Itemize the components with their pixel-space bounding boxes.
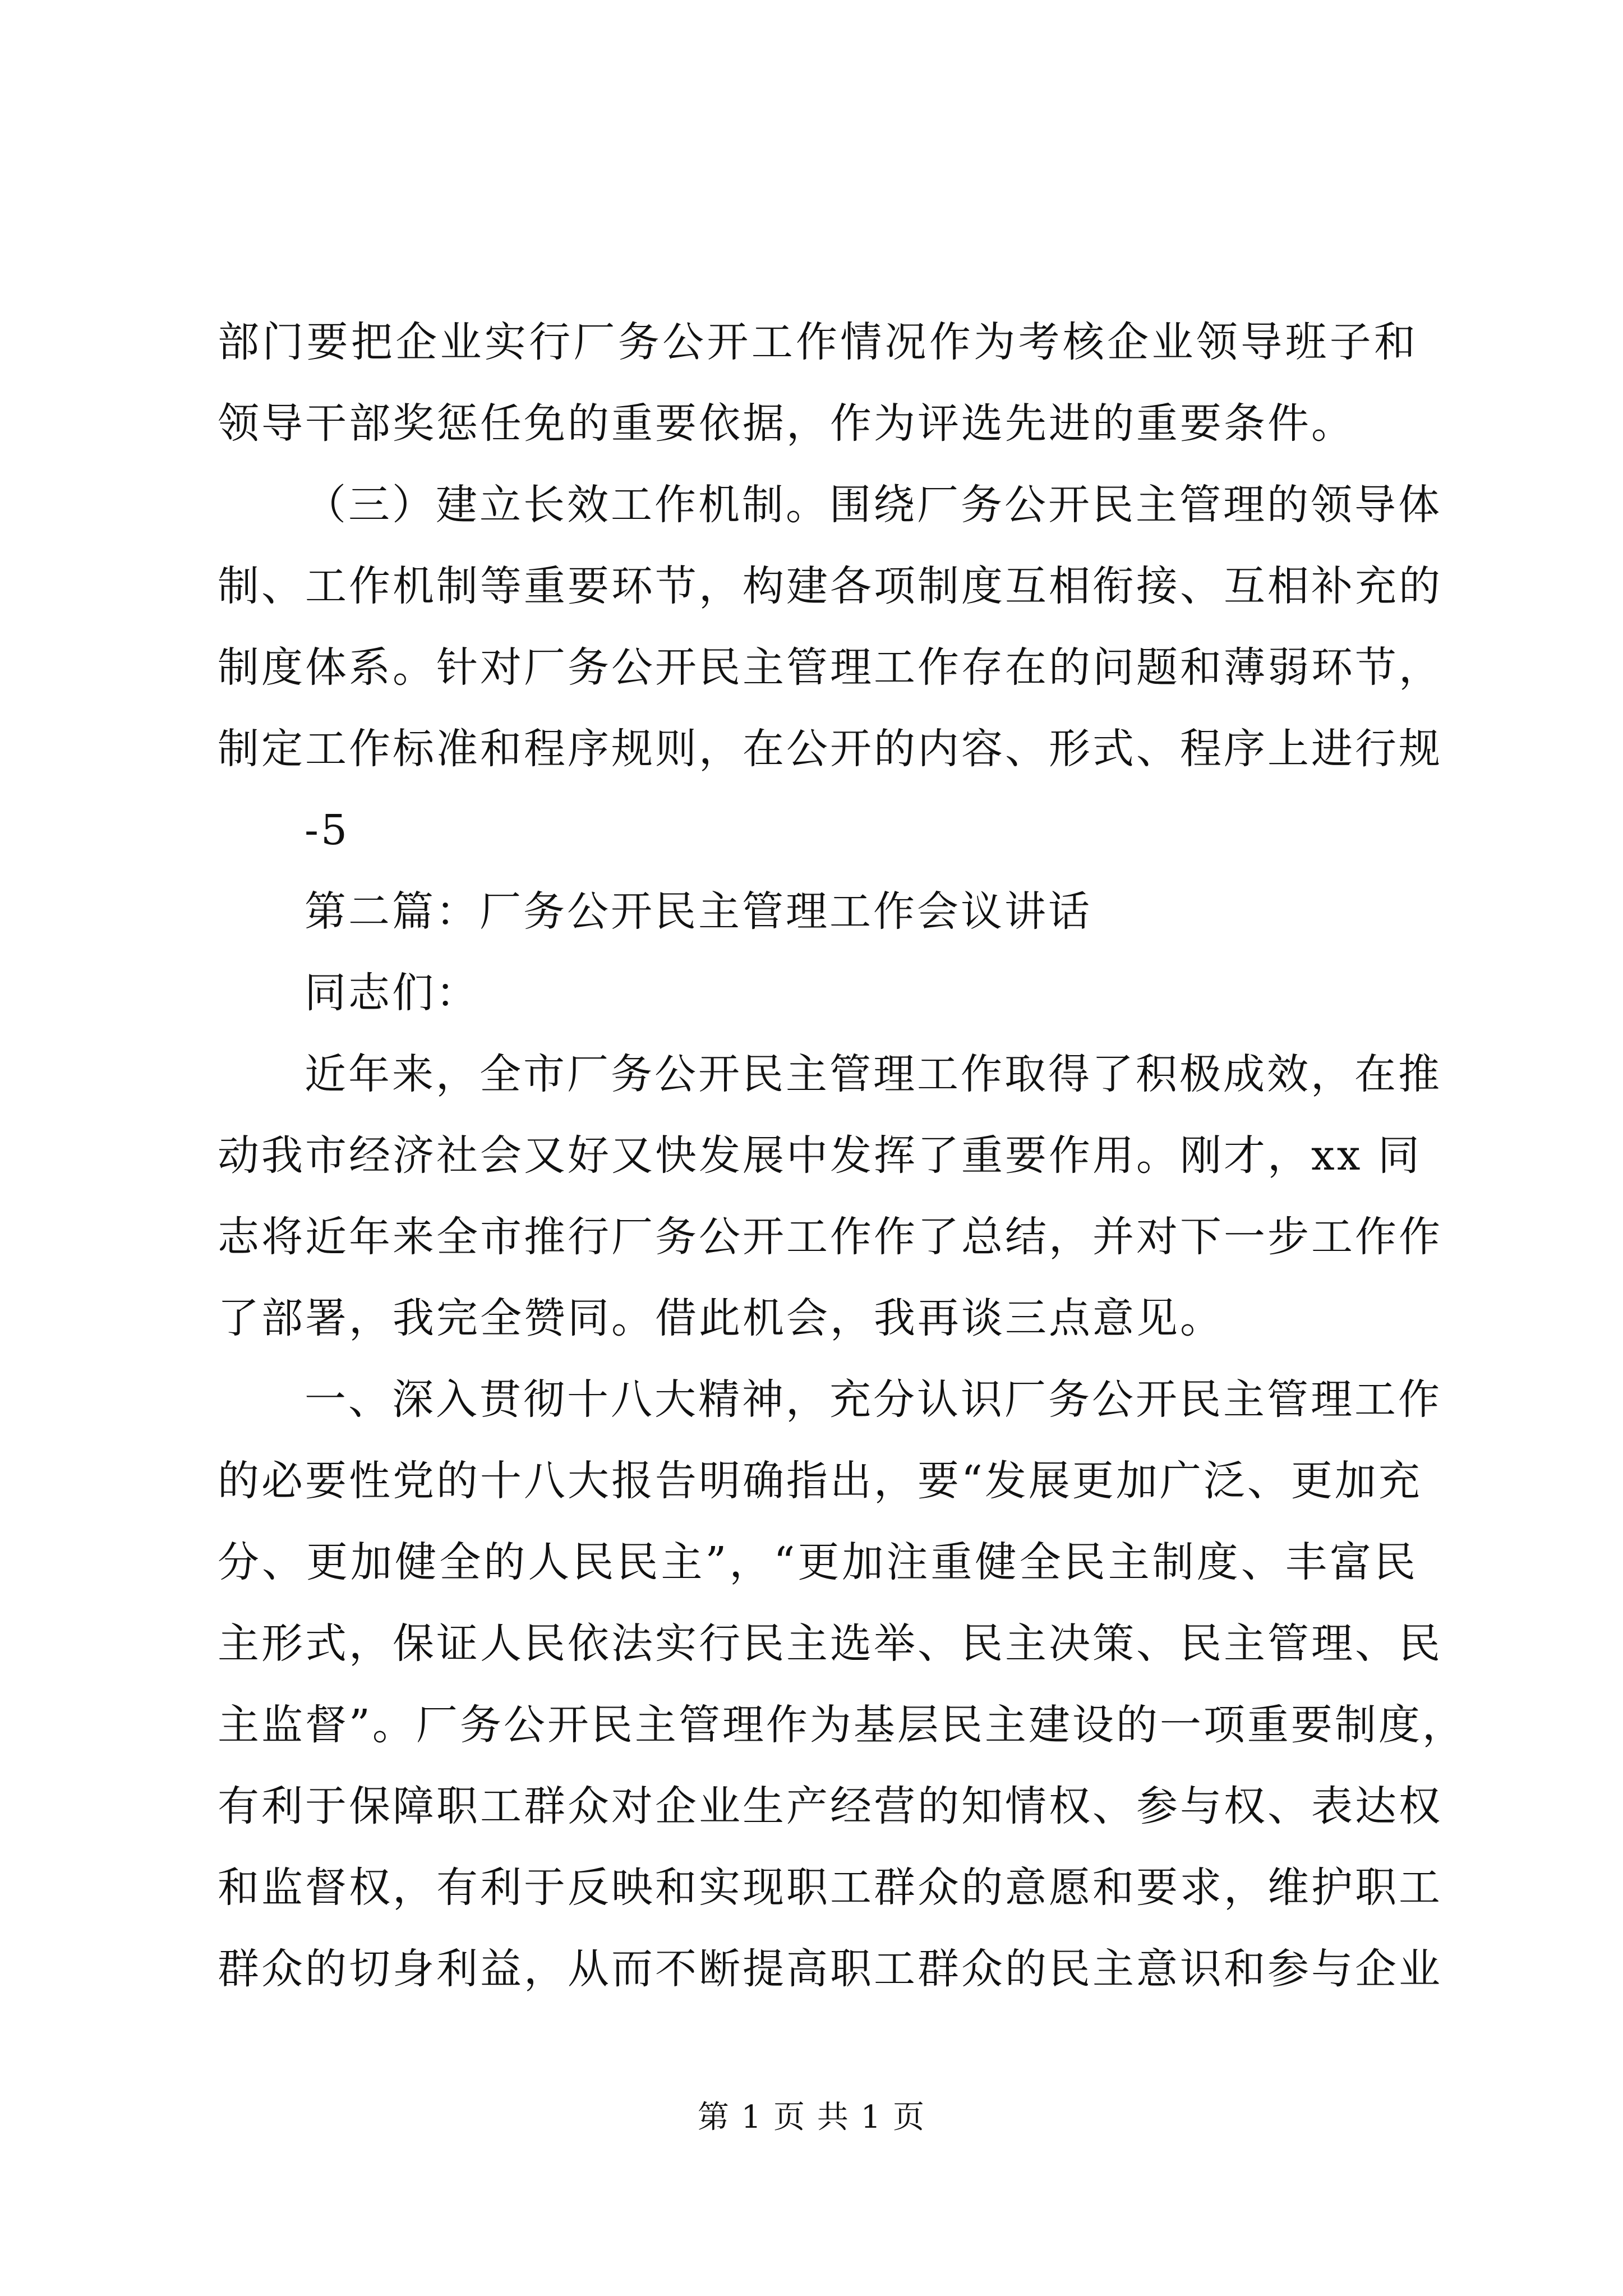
document-body <box>218 302 1466 2010</box>
text-line-16: 分、更加健全的人民民主”，“更加注重健全民主制度、丰富民 <box>218 1538 1418 1586</box>
page-footer: 第 1 页 共 1 页 <box>697 2099 926 2136</box>
text-line-10: 近年来，全市厂务公开民主管理工作取得了积极成效，在推 <box>305 1050 1442 1098</box>
text-line-4: 制、工作机制等重要环节，构建各项制度互相衔接、互相补充的 <box>218 562 1442 610</box>
text-line-12: 志将近年来全市推行厂务公开工作作了总结，并对下一步工作作 <box>218 1213 1442 1261</box>
text-line-17: 主形式，保证人民依法实行民主选举、民主决策、民主管理、民 <box>218 1619 1442 1668</box>
text-line-3: （三）建立长效工作机制。围绕厂务公开民主管理的领导体 <box>305 481 1442 529</box>
text-line-18: 主监督”。厂务公开民主管理作为基层民主建设的一项重要制度， <box>218 1701 1466 1749</box>
text-line-11: 动我市经济社会又好又快发展中发挥了重要作用。刚才，xx 同 <box>218 1131 1422 1180</box>
text-line-2: 领导干部奖惩任免的重要依据，作为评选先进的重要条件。 <box>218 399 1355 448</box>
section-heading: 第二篇：厂务公开民主管理工作会议讲话 <box>305 887 1092 936</box>
text-line-14: 一、深入贯彻十八大精神，充分认识厂务公开民主管理工作 <box>305 1375 1442 1424</box>
text-line-21: 群众的切身利益，从而不断提高职工群众的民主意识和参与企业 <box>218 1945 1442 1993</box>
text-line-15: 的必要性党的十八大报告明确指出，要“发展更加广泛、更加充 <box>218 1457 1422 1505</box>
text-line-6: 制定工作标准和程序规则，在公开的内容、形式、程序上进行规 <box>218 725 1442 773</box>
text-line-13: 了部署，我完全赞同。借此机会，我再谈三点意见。 <box>218 1294 1224 1342</box>
text-line-1: 部门要把企业实行厂务公开工作情况作为考核企业领导班子和 <box>218 318 1418 366</box>
page-marker: -5 <box>305 806 350 854</box>
text-line-20: 和监督权，有利于反映和实现职工群众的意愿和要求，维护职工 <box>218 1864 1442 1912</box>
text-line-5: 制度体系。针对厂务公开民主管理工作存在的问题和薄弱环节， <box>218 643 1442 692</box>
salutation: 同志们： <box>305 969 479 1017</box>
text-line-19: 有利于保障职工群众对企业生产经营的知情权、参与权、表达权 <box>218 1782 1442 1830</box>
